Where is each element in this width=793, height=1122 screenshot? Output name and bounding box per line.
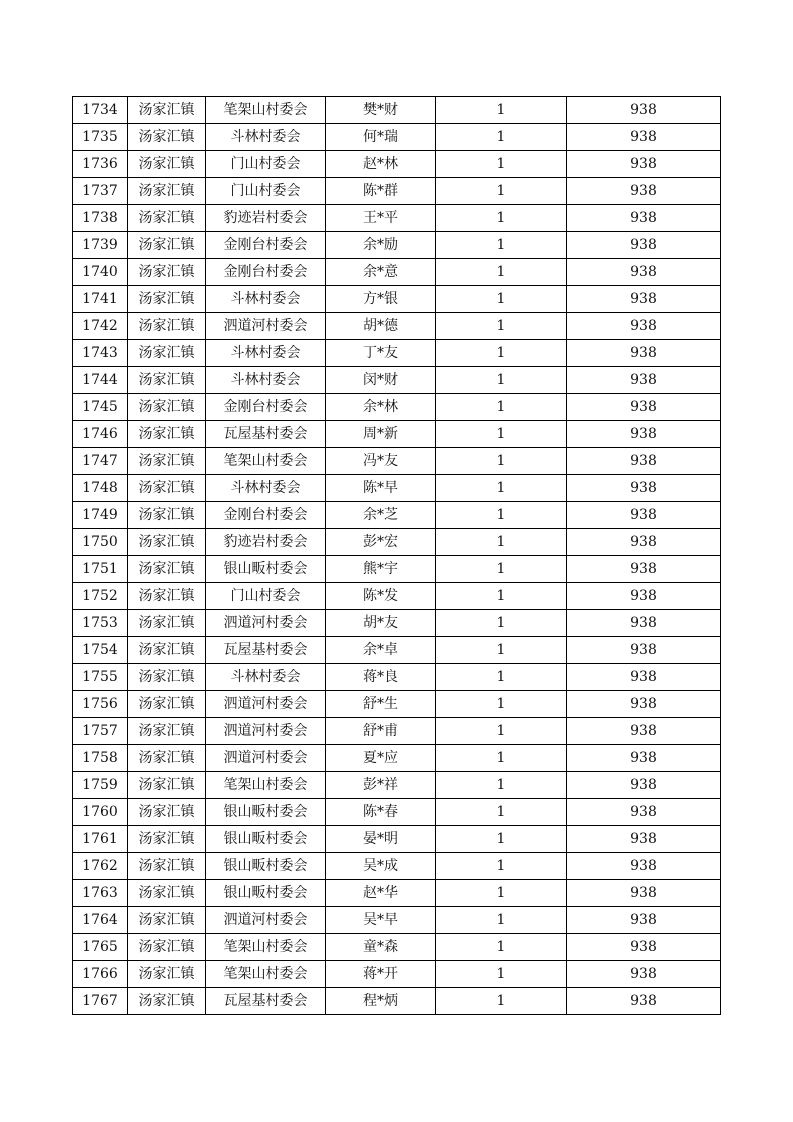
row-number-cell: 1744 — [73, 367, 128, 394]
town-cell: 汤家汇镇 — [128, 637, 206, 664]
person-name-cell: 陈*群 — [326, 178, 436, 205]
count-cell: 1 — [436, 286, 567, 313]
row-number-cell: 1758 — [73, 745, 128, 772]
table-row — [73, 475, 721, 502]
town-cell: 汤家汇镇 — [128, 691, 206, 718]
table-row — [73, 664, 721, 691]
town-cell: 汤家汇镇 — [128, 475, 206, 502]
row-number-cell: 1757 — [73, 718, 128, 745]
person-name-cell: 陈*春 — [326, 799, 436, 826]
amount-cell: 938 — [567, 151, 721, 178]
row-number-cell: 1741 — [73, 286, 128, 313]
row-number-cell: 1739 — [73, 232, 128, 259]
row-number-cell: 1737 — [73, 178, 128, 205]
village-committee-cell: 门山村委会 — [206, 583, 326, 610]
row-number-cell: 1767 — [73, 988, 128, 1015]
count-cell: 1 — [436, 178, 567, 205]
town-cell: 汤家汇镇 — [128, 394, 206, 421]
count-cell: 1 — [436, 799, 567, 826]
count-cell: 1 — [436, 691, 567, 718]
count-cell: 1 — [436, 124, 567, 151]
town-cell: 汤家汇镇 — [128, 286, 206, 313]
amount-cell: 938 — [567, 340, 721, 367]
person-name-cell: 胡*友 — [326, 610, 436, 637]
village-committee-cell: 泗道河村委会 — [206, 745, 326, 772]
village-committee-cell: 斗林村委会 — [206, 664, 326, 691]
row-number-cell: 1745 — [73, 394, 128, 421]
person-name-cell: 樊*财 — [326, 97, 436, 124]
count-cell: 1 — [436, 826, 567, 853]
village-committee-cell: 泗道河村委会 — [206, 718, 326, 745]
count-cell: 1 — [436, 961, 567, 988]
amount-cell: 938 — [567, 205, 721, 232]
table-row — [73, 610, 721, 637]
person-name-cell: 蒋*良 — [326, 664, 436, 691]
amount-cell: 938 — [567, 259, 721, 286]
table-row — [73, 637, 721, 664]
person-name-cell: 晏*明 — [326, 826, 436, 853]
village-committee-cell: 泗道河村委会 — [206, 691, 326, 718]
person-name-cell: 王*平 — [326, 205, 436, 232]
village-committee-cell: 泗道河村委会 — [206, 313, 326, 340]
amount-cell: 938 — [567, 772, 721, 799]
amount-cell: 938 — [567, 664, 721, 691]
table-row — [73, 124, 721, 151]
village-committee-cell: 豹迹岩村委会 — [206, 205, 326, 232]
row-number-cell: 1764 — [73, 907, 128, 934]
amount-cell: 938 — [567, 826, 721, 853]
row-number-cell: 1756 — [73, 691, 128, 718]
amount-cell: 938 — [567, 988, 721, 1015]
person-name-cell: 余*意 — [326, 259, 436, 286]
count-cell: 1 — [436, 934, 567, 961]
amount-cell: 938 — [567, 286, 721, 313]
village-committee-cell: 笔架山村委会 — [206, 934, 326, 961]
row-number-cell: 1752 — [73, 583, 128, 610]
table-row — [73, 313, 721, 340]
village-committee-cell: 笔架山村委会 — [206, 772, 326, 799]
person-name-cell: 彭*宏 — [326, 529, 436, 556]
village-committee-cell: 银山畈村委会 — [206, 799, 326, 826]
person-name-cell: 余*卓 — [326, 637, 436, 664]
village-committee-cell: 金刚台村委会 — [206, 394, 326, 421]
row-number-cell: 1761 — [73, 826, 128, 853]
town-cell: 汤家汇镇 — [128, 502, 206, 529]
table-row — [73, 772, 721, 799]
count-cell: 1 — [436, 664, 567, 691]
row-number-cell: 1747 — [73, 448, 128, 475]
amount-cell: 938 — [567, 124, 721, 151]
person-name-cell: 童*森 — [326, 934, 436, 961]
table-row — [73, 394, 721, 421]
table-row — [73, 880, 721, 907]
town-cell: 汤家汇镇 — [128, 340, 206, 367]
row-number-cell: 1763 — [73, 880, 128, 907]
person-name-cell: 周*新 — [326, 421, 436, 448]
village-committee-cell: 银山畈村委会 — [206, 880, 326, 907]
row-number-cell: 1759 — [73, 772, 128, 799]
town-cell: 汤家汇镇 — [128, 205, 206, 232]
person-name-cell: 蒋*开 — [326, 961, 436, 988]
amount-cell: 938 — [567, 907, 721, 934]
count-cell: 1 — [436, 259, 567, 286]
table-row — [73, 718, 721, 745]
table-row — [73, 691, 721, 718]
table-row — [73, 745, 721, 772]
amount-cell: 938 — [567, 718, 721, 745]
row-number-cell: 1749 — [73, 502, 128, 529]
table-row — [73, 205, 721, 232]
village-committee-cell: 瓦屋基村委会 — [206, 421, 326, 448]
table-row — [73, 799, 721, 826]
person-name-cell: 余*励 — [326, 232, 436, 259]
person-name-cell: 余*林 — [326, 394, 436, 421]
table-row — [73, 961, 721, 988]
village-committee-cell: 泗道河村委会 — [206, 907, 326, 934]
town-cell: 汤家汇镇 — [128, 718, 206, 745]
table-row — [73, 583, 721, 610]
row-number-cell: 1750 — [73, 529, 128, 556]
town-cell: 汤家汇镇 — [128, 178, 206, 205]
amount-cell: 938 — [567, 853, 721, 880]
count-cell: 1 — [436, 637, 567, 664]
amount-cell: 938 — [567, 502, 721, 529]
count-cell: 1 — [436, 97, 567, 124]
town-cell: 汤家汇镇 — [128, 907, 206, 934]
table-row — [73, 502, 721, 529]
amount-cell: 938 — [567, 367, 721, 394]
town-cell: 汤家汇镇 — [128, 529, 206, 556]
table-row — [73, 988, 721, 1015]
row-number-cell: 1751 — [73, 556, 128, 583]
town-cell: 汤家汇镇 — [128, 421, 206, 448]
row-number-cell: 1766 — [73, 961, 128, 988]
amount-cell: 938 — [567, 637, 721, 664]
person-name-cell: 余*芝 — [326, 502, 436, 529]
village-committee-cell: 门山村委会 — [206, 178, 326, 205]
town-cell: 汤家汇镇 — [128, 97, 206, 124]
amount-cell: 938 — [567, 178, 721, 205]
row-number-cell: 1735 — [73, 124, 128, 151]
amount-cell: 938 — [567, 529, 721, 556]
person-name-cell: 熊*宇 — [326, 556, 436, 583]
amount-cell: 938 — [567, 448, 721, 475]
row-number-cell: 1742 — [73, 313, 128, 340]
person-name-cell: 丁*友 — [326, 340, 436, 367]
count-cell: 1 — [436, 583, 567, 610]
town-cell: 汤家汇镇 — [128, 313, 206, 340]
table-body — [73, 97, 721, 1015]
person-name-cell: 舒*甫 — [326, 718, 436, 745]
person-name-cell: 陈*早 — [326, 475, 436, 502]
person-name-cell: 程*炳 — [326, 988, 436, 1015]
count-cell: 1 — [436, 232, 567, 259]
town-cell: 汤家汇镇 — [128, 988, 206, 1015]
row-number-cell: 1743 — [73, 340, 128, 367]
village-committee-cell: 斗林村委会 — [206, 340, 326, 367]
town-cell: 汤家汇镇 — [128, 772, 206, 799]
town-cell: 汤家汇镇 — [128, 448, 206, 475]
village-committee-cell: 斗林村委会 — [206, 475, 326, 502]
person-name-cell: 舒*生 — [326, 691, 436, 718]
table-row — [73, 826, 721, 853]
town-cell: 汤家汇镇 — [128, 610, 206, 637]
count-cell: 1 — [436, 340, 567, 367]
count-cell: 1 — [436, 475, 567, 502]
amount-cell: 938 — [567, 394, 721, 421]
row-number-cell: 1760 — [73, 799, 128, 826]
amount-cell: 938 — [567, 475, 721, 502]
table-row — [73, 232, 721, 259]
count-cell: 1 — [436, 907, 567, 934]
amount-cell: 938 — [567, 745, 721, 772]
town-cell: 汤家汇镇 — [128, 745, 206, 772]
amount-cell: 938 — [567, 97, 721, 124]
amount-cell: 938 — [567, 421, 721, 448]
subsidy-roster-table — [72, 96, 721, 1015]
count-cell: 1 — [436, 421, 567, 448]
village-committee-cell: 金刚台村委会 — [206, 232, 326, 259]
amount-cell: 938 — [567, 610, 721, 637]
village-committee-cell: 金刚台村委会 — [206, 502, 326, 529]
town-cell: 汤家汇镇 — [128, 934, 206, 961]
town-cell: 汤家汇镇 — [128, 232, 206, 259]
row-number-cell: 1754 — [73, 637, 128, 664]
town-cell: 汤家汇镇 — [128, 826, 206, 853]
count-cell: 1 — [436, 556, 567, 583]
person-name-cell: 闵*财 — [326, 367, 436, 394]
amount-cell: 938 — [567, 799, 721, 826]
count-cell: 1 — [436, 610, 567, 637]
village-committee-cell: 笔架山村委会 — [206, 448, 326, 475]
village-committee-cell: 斗林村委会 — [206, 124, 326, 151]
village-committee-cell: 银山畈村委会 — [206, 556, 326, 583]
row-number-cell: 1738 — [73, 205, 128, 232]
amount-cell: 938 — [567, 880, 721, 907]
amount-cell: 938 — [567, 232, 721, 259]
town-cell: 汤家汇镇 — [128, 664, 206, 691]
table-row — [73, 421, 721, 448]
count-cell: 1 — [436, 367, 567, 394]
person-name-cell: 何*瑞 — [326, 124, 436, 151]
table-row — [73, 178, 721, 205]
row-number-cell: 1746 — [73, 421, 128, 448]
village-committee-cell: 笔架山村委会 — [206, 97, 326, 124]
person-name-cell: 夏*应 — [326, 745, 436, 772]
village-committee-cell: 瓦屋基村委会 — [206, 988, 326, 1015]
village-committee-cell: 门山村委会 — [206, 151, 326, 178]
town-cell: 汤家汇镇 — [128, 961, 206, 988]
village-committee-cell: 瓦屋基村委会 — [206, 637, 326, 664]
person-name-cell: 赵*华 — [326, 880, 436, 907]
table-row — [73, 853, 721, 880]
town-cell: 汤家汇镇 — [128, 880, 206, 907]
amount-cell: 938 — [567, 934, 721, 961]
town-cell: 汤家汇镇 — [128, 799, 206, 826]
row-number-cell: 1734 — [73, 97, 128, 124]
town-cell: 汤家汇镇 — [128, 151, 206, 178]
person-name-cell: 赵*林 — [326, 151, 436, 178]
table-row — [73, 934, 721, 961]
row-number-cell: 1748 — [73, 475, 128, 502]
count-cell: 1 — [436, 988, 567, 1015]
person-name-cell: 吴*成 — [326, 853, 436, 880]
village-committee-cell: 金刚台村委会 — [206, 259, 326, 286]
count-cell: 1 — [436, 502, 567, 529]
amount-cell: 938 — [567, 556, 721, 583]
table-row — [73, 340, 721, 367]
count-cell: 1 — [436, 205, 567, 232]
table-row — [73, 367, 721, 394]
table-row — [73, 259, 721, 286]
town-cell: 汤家汇镇 — [128, 556, 206, 583]
person-name-cell: 吴*早 — [326, 907, 436, 934]
table-row — [73, 907, 721, 934]
village-committee-cell: 豹迹岩村委会 — [206, 529, 326, 556]
village-committee-cell: 银山畈村委会 — [206, 853, 326, 880]
person-name-cell: 胡*德 — [326, 313, 436, 340]
town-cell: 汤家汇镇 — [128, 853, 206, 880]
village-committee-cell: 银山畈村委会 — [206, 826, 326, 853]
town-cell: 汤家汇镇 — [128, 124, 206, 151]
row-number-cell: 1736 — [73, 151, 128, 178]
town-cell: 汤家汇镇 — [128, 259, 206, 286]
amount-cell: 938 — [567, 583, 721, 610]
count-cell: 1 — [436, 394, 567, 421]
table-row — [73, 151, 721, 178]
town-cell: 汤家汇镇 — [128, 583, 206, 610]
village-committee-cell: 泗道河村委会 — [206, 610, 326, 637]
count-cell: 1 — [436, 880, 567, 907]
count-cell: 1 — [436, 529, 567, 556]
amount-cell: 938 — [567, 961, 721, 988]
town-cell: 汤家汇镇 — [128, 367, 206, 394]
table-row — [73, 286, 721, 313]
person-name-cell: 彭*祥 — [326, 772, 436, 799]
village-committee-cell: 斗林村委会 — [206, 286, 326, 313]
amount-cell: 938 — [567, 313, 721, 340]
count-cell: 1 — [436, 448, 567, 475]
row-number-cell: 1740 — [73, 259, 128, 286]
count-cell: 1 — [436, 772, 567, 799]
count-cell: 1 — [436, 745, 567, 772]
count-cell: 1 — [436, 853, 567, 880]
table-row — [73, 529, 721, 556]
village-committee-cell: 斗林村委会 — [206, 367, 326, 394]
table-row — [73, 448, 721, 475]
person-name-cell: 方*银 — [326, 286, 436, 313]
count-cell: 1 — [436, 313, 567, 340]
row-number-cell: 1765 — [73, 934, 128, 961]
person-name-cell: 陈*发 — [326, 583, 436, 610]
row-number-cell: 1762 — [73, 853, 128, 880]
count-cell: 1 — [436, 718, 567, 745]
table-row — [73, 97, 721, 124]
village-committee-cell: 笔架山村委会 — [206, 961, 326, 988]
count-cell: 1 — [436, 151, 567, 178]
person-name-cell: 冯*友 — [326, 448, 436, 475]
amount-cell: 938 — [567, 691, 721, 718]
row-number-cell: 1755 — [73, 664, 128, 691]
row-number-cell: 1753 — [73, 610, 128, 637]
table-row — [73, 556, 721, 583]
